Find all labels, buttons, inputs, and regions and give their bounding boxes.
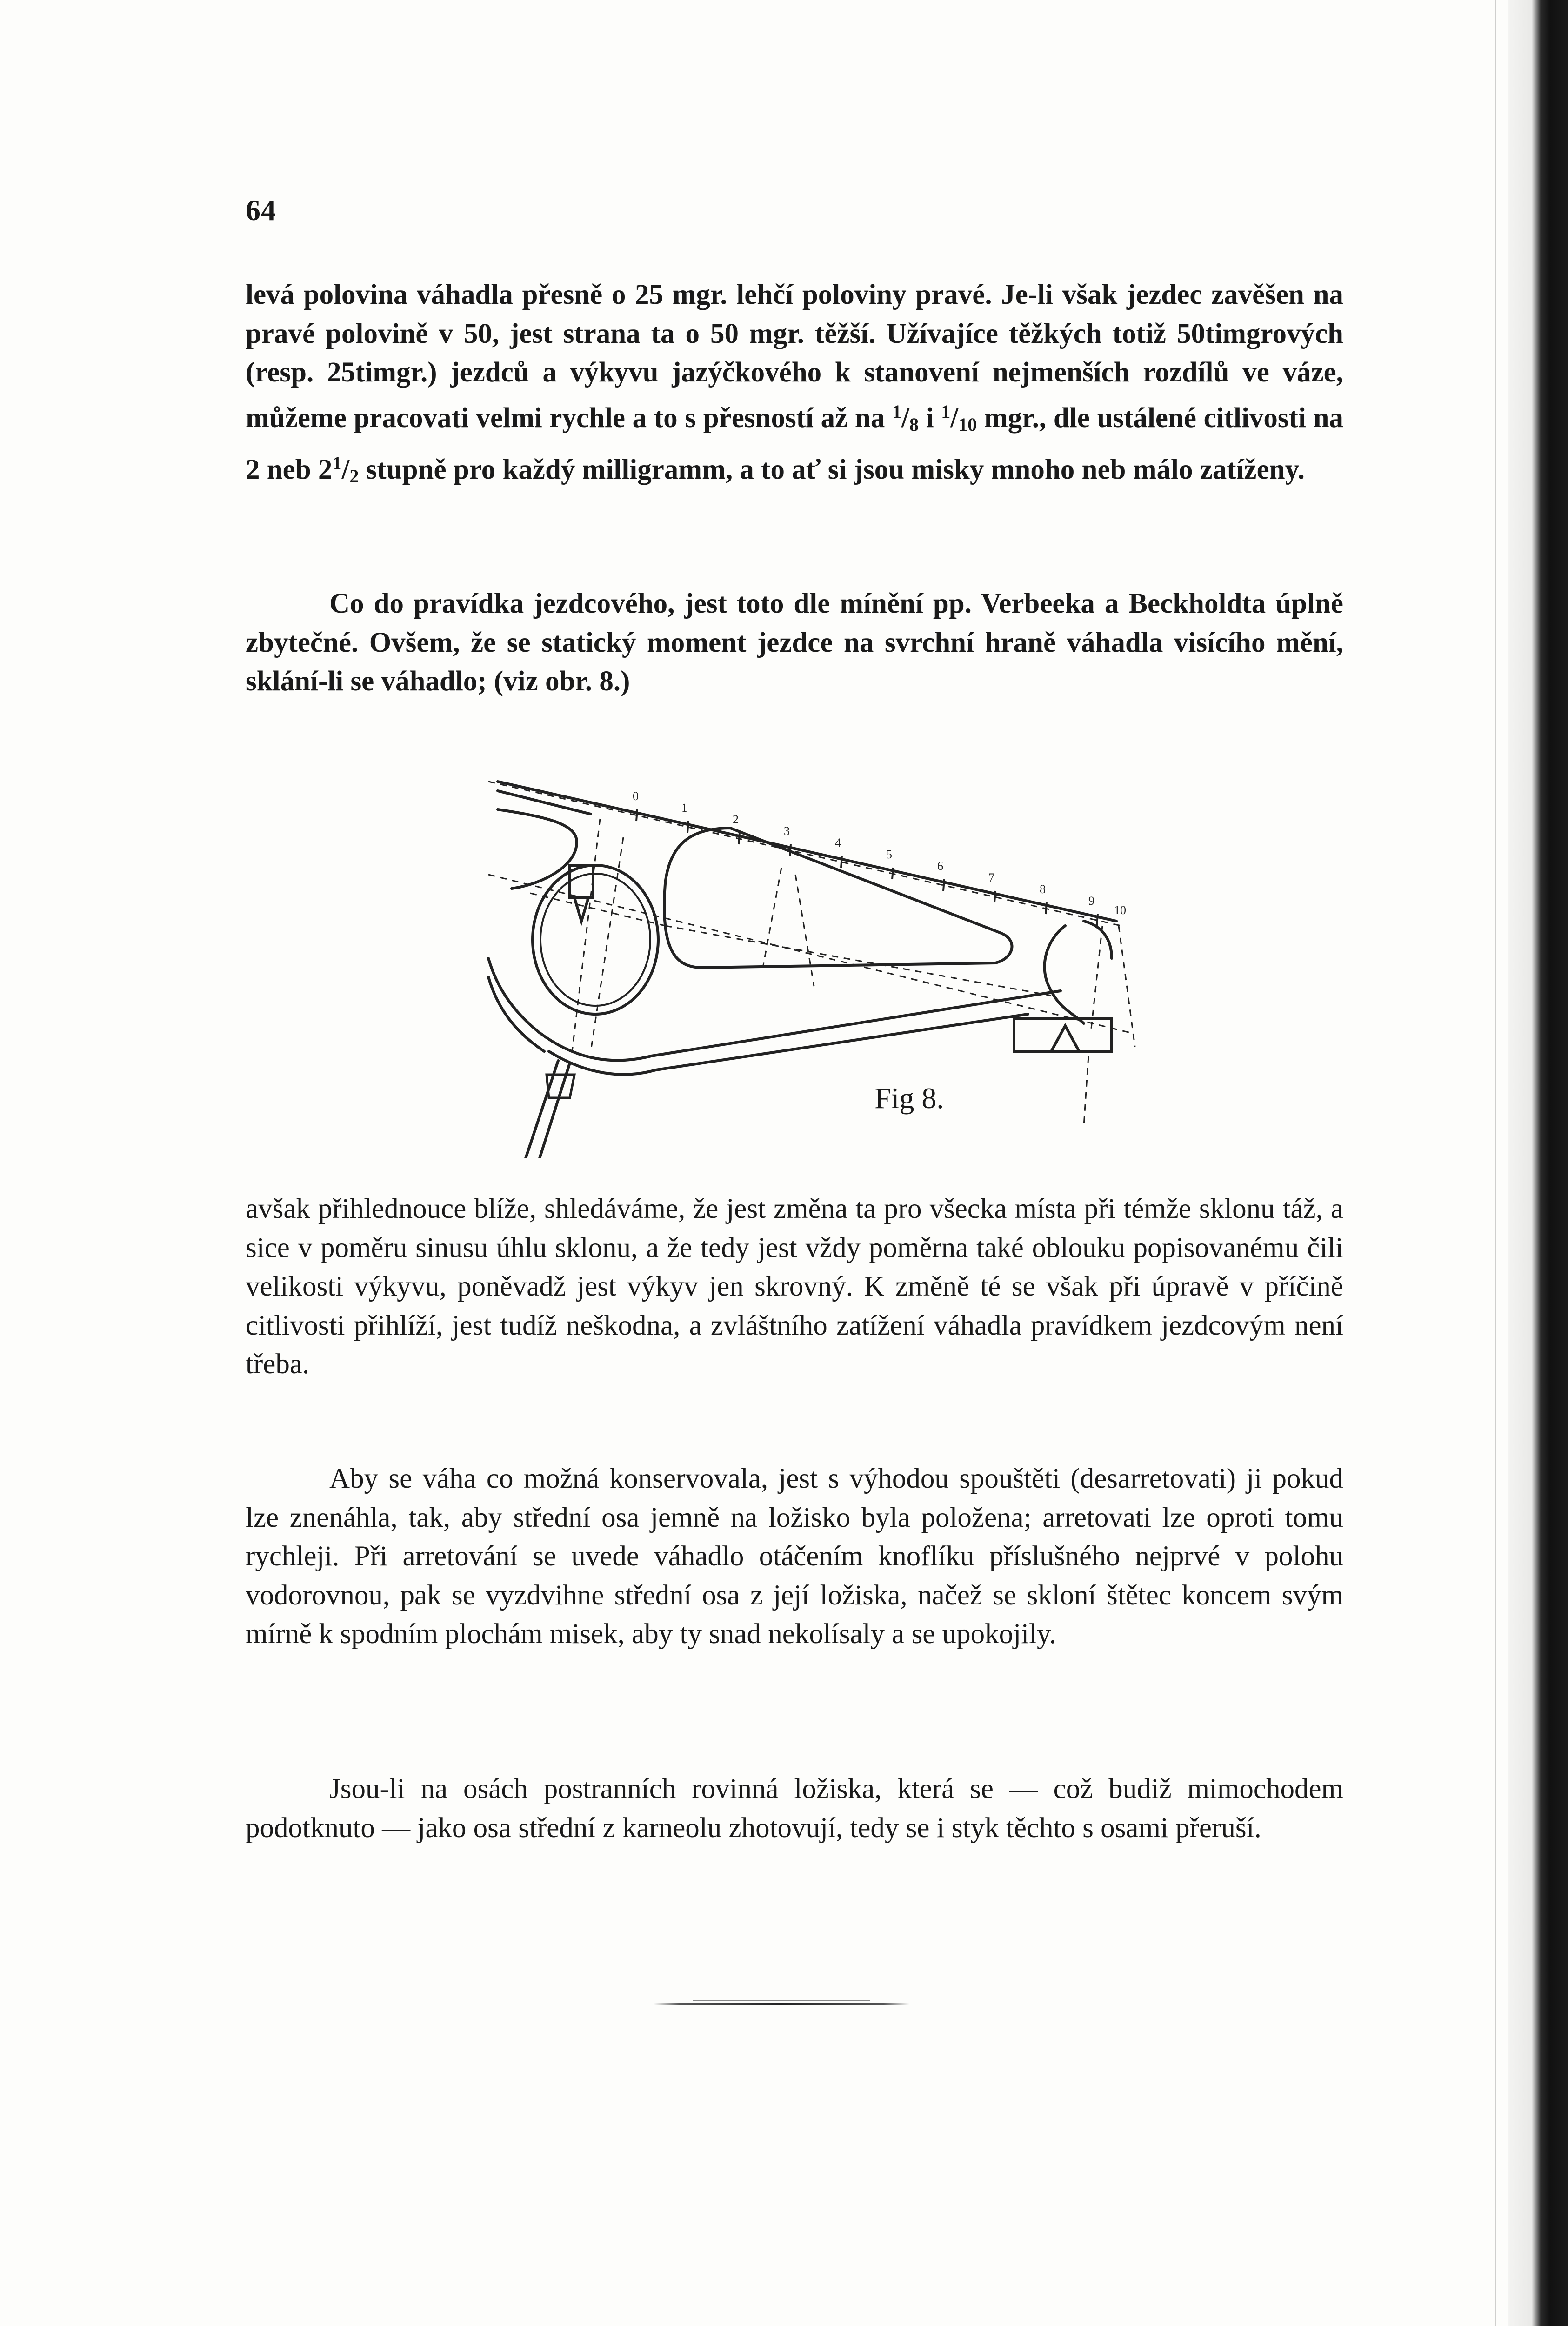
end-rule (654, 2003, 909, 2005)
fraction-3-numerator: 1 (332, 453, 342, 474)
figure-8-balance-beam (470, 772, 1154, 1158)
fraction-1-denominator: 8 (909, 414, 919, 435)
beam-top-edge (498, 782, 1116, 921)
fraction-3-denominator: 2 (349, 466, 359, 487)
bearing-ring (533, 865, 658, 1014)
scale-label-0: 0 (633, 789, 639, 803)
paragraph-4: Aby se váha co možná konservovala, jest s výhodou spouštěti (desarretovati) ji pokud lze znenáhla, tak, aby střední osa jemně na ložisko byla položena; arretovati lze oproti tomu rychleji. Při arretování se uvede váhadlo otáčením knoflíku příslušného nejprvé v polohu vodorovnou, pak se vyzdvihne střední osa z její ložiska, načež se skloní štětec koncem svým mírně k spodním plochám misek, aby ty snad nekolísaly a se upokojily. (246, 1463, 1343, 1650)
fraction-2-numerator: 1 (941, 401, 951, 422)
scale-label-4: 4 (835, 836, 841, 849)
paragraph-1-text: levá polovina váhadla přesně o 25 mgr. lehčí poloviny pravé. Je-li však jezdec zavěšen na pravé polovině v 50, jest strana ta o 50 mgr. těžší. Užívajíce těžkých totiž 50timgrových (resp. 25timgr.) jezdců a výkyvu jazýčkového k stanovení nejmenších rozdílů ve váze, můžeme pracovati velmi rychle a to s přesností až na (246, 279, 1343, 434)
paragraph-1: levá polovina váhadla přesně o 25 mgr. lehčí poloviny pravé. Je-li však jezdec zavěšen na pravé polovině v 50, jest strana ta o 50 mgr. těžší. Užívajíce těžkých totiž 50timgrových (resp. 25timgr.) jezdců a výkyvu jazýčkového k stanovení nejmenších rozdílů ve váze, můžeme pracovati velmi rychle a to s přesností až na $^1/_8$ i $^1/_{10}$ mgr., dle ustálené citlivosti na 2 neb $2^1/_2$ stupně pro každý milligramm, a to ať si jsou misky mnoho neb málo zatíženy. (246, 279, 1343, 487)
paragraph-5: Jsou-li na osách postranních rovinná ložiska, která se — což budiž mimochodem podotknuto — jako osa střední z karneolu zhotovují, tedy se i styk těchto s osami přeruší. (246, 1773, 1343, 1844)
fraction-2-denominator: 10 (958, 414, 977, 435)
scale-label-2: 2 (733, 813, 739, 826)
beam-lower-arm (540, 991, 1061, 1060)
scale-labels (633, 789, 1126, 917)
scale-label-10: 10 (1114, 903, 1126, 917)
scale-label-6: 6 (937, 859, 943, 873)
page-binding-edge (1508, 0, 1568, 2326)
scale-label-8: 8 (1040, 882, 1046, 896)
page-edge-line (1495, 0, 1496, 2326)
scale-label-9: 9 (1088, 894, 1094, 908)
scale-label-3: 3 (784, 824, 790, 838)
scale-label-5: 5 (886, 848, 892, 861)
inclined-axis-dashed (488, 875, 1130, 1033)
paragraph-3: avšak přihlednouce blíže, shledáváme, že jest změna ta pro všecka místa při témže sklonu táž, a sice v poměru sinusu úhlu sklonu, a že tedy jest vždy poměrna také oblouku popisovanému čili velikosti výkyvu, poněvadž jest výkyv jen skrovný. K změně té se však při úpravě v příčině citlivosti přihlíží, jest tudíž neškodna, a zvláštního zatížení váhadla pravídkem jezdcovým není třeba. (246, 1193, 1343, 1380)
paragraph-1-rest-a: mgr., dle ustálené citlivosti na 2 neb 2 (246, 402, 1343, 485)
fraction-1-numerator: 1 (892, 401, 902, 422)
figure-caption: Fig 8. (874, 1082, 944, 1115)
page-number: 64 (246, 194, 276, 227)
paragraph-1-mid: i (918, 402, 941, 434)
paragraph-2: Co do pravídka jezdcového, jest toto dle mínění pp. Verbeeka a Beckholdta úplně zbytečné. Ovšem, že se statický moment jezdce na svrchní hraně váhadla visícího mění, sklání-li se váhadlo; (viz obr. 8.) (246, 588, 1343, 697)
end-rule-top (693, 2000, 870, 2001)
scale-label-7: 7 (988, 871, 994, 884)
paragraph-1-rest-b: stupně pro každý milligramm, a to ať si jsou misky mnoho neb málo zatíženy. (359, 454, 1305, 485)
pan-hanger-box (1014, 1019, 1112, 1051)
scale-label-1: 1 (681, 801, 687, 815)
